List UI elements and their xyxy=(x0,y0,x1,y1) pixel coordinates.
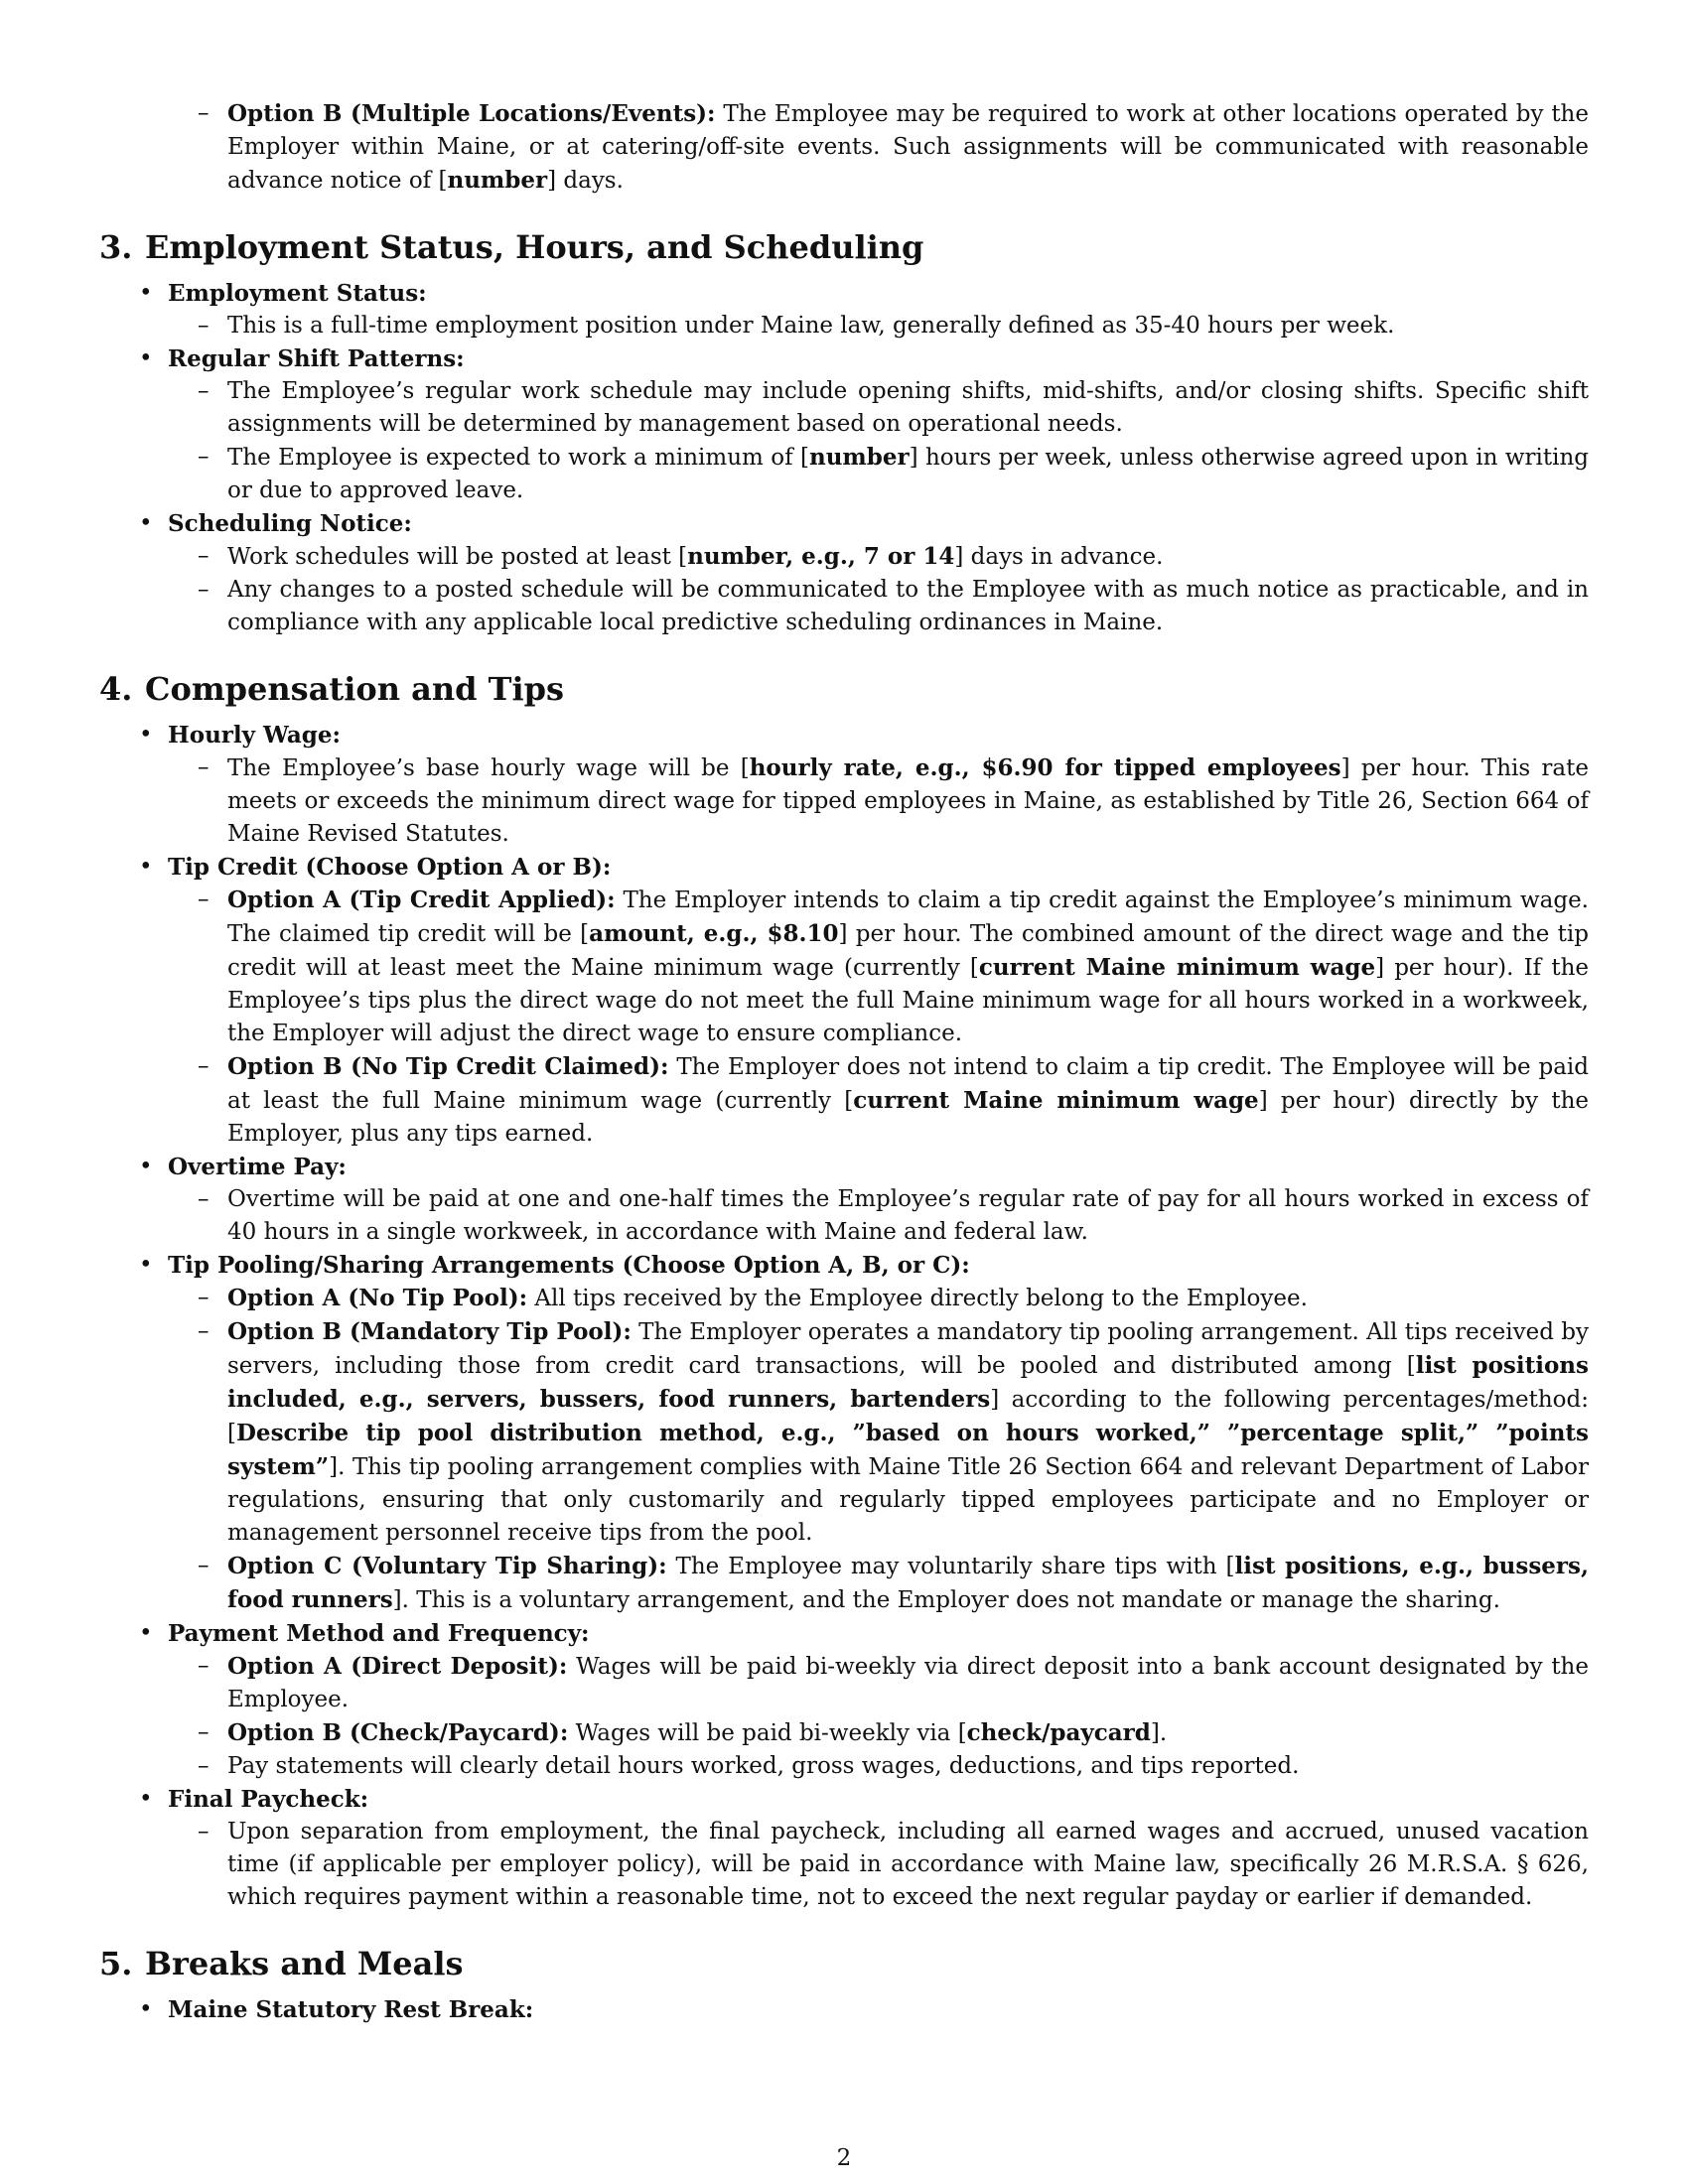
bullet-label: Final Paycheck: xyxy=(168,1786,369,1813)
bullet-label: Regular Shift Patterns: xyxy=(168,345,465,372)
section-number: 5. xyxy=(99,1945,133,1982)
list-item xyxy=(99,540,1589,574)
page-number: 2 xyxy=(836,2145,852,2171)
bullet-label: Tip Pooling/Sharing Arrangements (Choose Option A, B, or C): xyxy=(168,1252,970,1279)
option-label: Option A (No Tip Pool): xyxy=(227,1285,528,1311)
item-text: Pay statements will clearly detail hours worked, gross wages, deductions, and tips reported. xyxy=(227,1753,1300,1779)
bullet-marker: • xyxy=(139,854,153,880)
placeholder-text: number, e.g., 7 or 14 xyxy=(687,543,955,570)
placeholder-text: number xyxy=(808,444,910,471)
list-item xyxy=(99,1550,1589,1617)
bullet-final-paycheck xyxy=(99,1783,1589,1816)
dash-marker: – xyxy=(198,378,210,404)
option-label: Option B (Check/Paycard): xyxy=(227,1719,569,1746)
bullet-rest-break xyxy=(99,1993,1589,2026)
list-item xyxy=(99,1816,1589,1914)
placeholder-text: list positions, e.g., bussers, food runners xyxy=(227,1553,1589,1613)
dash-marker: – xyxy=(198,100,210,126)
dash-marker: – xyxy=(198,1053,210,1079)
section-3 xyxy=(99,227,1589,267)
option-label: Option B (Multiple Locations/Events): xyxy=(227,100,716,127)
dash-marker: – xyxy=(198,1719,210,1745)
bullet-tip-pooling xyxy=(99,1249,1589,1282)
placeholder-text: current Maine minimum wage xyxy=(853,1087,1259,1114)
bullet-payment-method xyxy=(99,1617,1589,1650)
list-item xyxy=(99,1716,1589,1750)
bullet-scheduling-notice xyxy=(99,507,1589,540)
bullet-marker: • xyxy=(139,1154,153,1179)
item-text: The Employee’s base hourly wage will be [ xyxy=(227,755,750,781)
option-label: Option C (Voluntary Tip Sharing): xyxy=(227,1553,667,1579)
item-text: The Employer operates a mandatory tip pooling arrangement. All tips received by servers, including those from credit card transactions, will be pooled and distributed among [ xyxy=(227,1319,1590,1379)
bullet-marker: • xyxy=(139,1620,153,1646)
placeholder-text: check/paycard xyxy=(966,1719,1151,1746)
item-text: The Employee is expected to work a minimum of [ xyxy=(227,445,809,471)
bullet-marker: • xyxy=(139,280,153,306)
option-label: Option B (No Tip Credit Claimed): xyxy=(227,1053,669,1080)
list-item xyxy=(99,751,1589,851)
option-label: Option A (Direct Deposit): xyxy=(227,1653,568,1680)
bullet-marker: • xyxy=(139,345,153,371)
section-number: 4. xyxy=(99,670,133,708)
page-content xyxy=(99,97,1589,2026)
item-text: ] hours per week, unless otherwise agreed upon in writing or due to approved leave. xyxy=(227,445,1589,503)
bullet-marker: • xyxy=(139,722,153,748)
list-item xyxy=(99,441,1589,507)
list-item xyxy=(99,884,1589,1050)
item-text: Work schedules will be posted at least [ xyxy=(227,544,688,570)
bullet-marker: • xyxy=(139,1996,153,2022)
bullet-employment-status xyxy=(99,277,1589,310)
bullet-label: Payment Method and Frequency: xyxy=(168,1620,590,1647)
list-item xyxy=(99,310,1589,342)
item-text: ]. This tip pooling arrangement complies with Maine Title 26 Section 664 and relevant Department of Labor regulations, ensuring that only customarily and regularly tipped employees participate and no Employer or management personnel receive tips from the pool. xyxy=(227,1454,1589,1546)
item-text: Wages will be paid bi-weekly via direct deposit into a bank account designated by the Employee. xyxy=(227,1654,1589,1712)
bullet-label: Overtime Pay: xyxy=(168,1154,347,1180)
item-text: ] per hour. The combined amount of the direct wage and the tip credit will at least meet the Maine minimum wage (currently [ xyxy=(227,921,1589,981)
dash-marker: – xyxy=(198,313,210,339)
list-item xyxy=(99,1050,1589,1151)
item-text: ] days in advance. xyxy=(954,544,1164,570)
list-item xyxy=(99,1650,1589,1716)
item-text: ]. xyxy=(1150,1720,1168,1746)
dash-marker: – xyxy=(198,887,210,912)
list-item xyxy=(99,1282,1589,1315)
item-text: Upon separation from employment, the final paycheck, including all earned wages and accrued, unused vacation time (if applicable per employer policy), will be paid in accordance with Maine law, specifically 26 M.R.S.A. § 626, which requires payment within a reasonable time, not to exceed the next regular payday or earlier if demanded. xyxy=(227,1819,1589,1910)
bullet-label: Scheduling Notice: xyxy=(168,510,412,537)
placeholder-text: current Maine minimum wage xyxy=(978,954,1376,981)
placeholder-text: amount, e.g., $8.10 xyxy=(589,920,839,947)
section-title: Compensation and Tips xyxy=(145,670,564,708)
dash-marker: – xyxy=(198,1285,210,1310)
bullet-label: Tip Credit (Choose Option A or B): xyxy=(168,854,612,881)
option-label: Option A (Tip Credit Applied): xyxy=(227,887,616,913)
option-text-end: ] days. xyxy=(547,168,624,194)
item-text: Overtime will be paid at one and one-half times the Employee’s regular rate of pay for all hours worked in excess of 40 hours in a single workweek, in accordance with Maine and federal law. xyxy=(227,1186,1589,1245)
list-item xyxy=(99,574,1589,639)
item-text: The Employer intends to claim a tip credit against the Employee’s minimum wage. The claimed tip credit will be [ xyxy=(227,887,1589,947)
placeholder-text: hourly rate, e.g., $6.90 for tipped employees xyxy=(749,754,1341,781)
item-text: Any changes to a posted schedule will be communicated to the Employee with as much notice as practicable, and in compliance with any applicable local predictive scheduling ordinances in Maine. xyxy=(227,577,1589,635)
dash-marker: – xyxy=(198,1753,210,1779)
option-text: The Employee may be required to work at other locations operated by the Employer within Maine, or at catering/off-site events. Such assignments will be communicated with reasonable advance notice of [ xyxy=(227,101,1589,194)
bullet-marker: • xyxy=(139,1786,153,1812)
option-label: Option B (Mandatory Tip Pool): xyxy=(227,1318,632,1345)
item-text: The Employee may voluntarily share tips with [ xyxy=(666,1554,1235,1579)
section-number: 3. xyxy=(99,228,133,266)
section-4 xyxy=(99,669,1589,709)
placeholder-text: Describe tip pool distribution method, e.g., ”based on hours worked,” ”percentage split,” ”points system” xyxy=(227,1420,1589,1480)
bullet-tip-credit xyxy=(99,851,1589,884)
bullet-label: Maine Statutory Rest Break: xyxy=(168,1996,534,2023)
item-text: This is a full-time employment position under Maine law, generally defined as 35-40 hours per week. xyxy=(227,313,1395,339)
bullet-hourly-wage xyxy=(99,719,1589,751)
dash-marker: – xyxy=(198,1819,210,1844)
dash-marker: – xyxy=(198,1318,210,1344)
placeholder-text: number xyxy=(447,167,548,194)
item-text: All tips received by the Employee directly belong to the Employee. xyxy=(527,1286,1308,1311)
dash-marker: – xyxy=(198,577,210,603)
list-item xyxy=(99,1750,1589,1783)
bullet-label: Hourly Wage: xyxy=(168,722,341,749)
item-text: ] per hour. This rate meets or exceeds the minimum direct wage for tipped employees in Maine, as established by Title 26, Section 664 of Maine Revised Statutes. xyxy=(227,755,1589,847)
dash-marker: – xyxy=(198,754,210,780)
item-text: ]. This is a voluntary arrangement, and the Employer does not mandate or manage the sharing. xyxy=(392,1587,1500,1613)
bullet-marker: • xyxy=(139,510,153,536)
item-text: ] per hour). If the Employee’s tips plus the direct wage do not meet the full Maine minimum wage for all hours worked in a workweek, the Employer will adjust the direct wage to ensure compliance. xyxy=(227,955,1589,1046)
dash-marker: – xyxy=(198,1653,210,1679)
section-title: Employment Status, Hours, and Scheduling xyxy=(145,228,924,266)
option-b-multiple-locations xyxy=(99,97,1589,198)
list-item xyxy=(99,375,1589,441)
dash-marker: – xyxy=(198,1186,210,1212)
section-3-heading xyxy=(99,227,1589,267)
dash-marker: – xyxy=(198,1553,210,1578)
item-text: The Employer does not intend to claim a tip credit. The Employee will be paid at least the full Maine minimum wage (currently [ xyxy=(227,1054,1589,1114)
bullet-marker: • xyxy=(139,1252,153,1278)
item-text: Wages will be paid bi-weekly via [ xyxy=(568,1720,967,1746)
section-title: Breaks and Meals xyxy=(145,1945,464,1982)
section-5 xyxy=(99,1944,1589,1983)
placeholder-text: list positions included, e.g., servers, bussers, food runners, bartenders xyxy=(227,1352,1589,1413)
bullet-regular-shift-patterns xyxy=(99,342,1589,375)
section-5-heading xyxy=(99,1944,1589,1983)
bullet-overtime-pay xyxy=(99,1151,1589,1183)
list-item xyxy=(99,1183,1589,1249)
item-text: ] according to the following percentages/method: [ xyxy=(227,1387,1589,1446)
bullet-label: Employment Status: xyxy=(168,280,427,307)
dash-marker: – xyxy=(198,543,210,569)
item-text: ] per hour) directly by the Employer, plus any tips earned. xyxy=(227,1088,1590,1147)
item-text: The Employee’s regular work schedule may include opening shifts, mid-shifts, and/or closing shifts. Specific shift assignments will be determined by management based on operational needs. xyxy=(227,378,1589,437)
list-item xyxy=(99,1315,1589,1550)
dash-marker: – xyxy=(198,444,210,470)
section-4-heading xyxy=(99,669,1589,709)
